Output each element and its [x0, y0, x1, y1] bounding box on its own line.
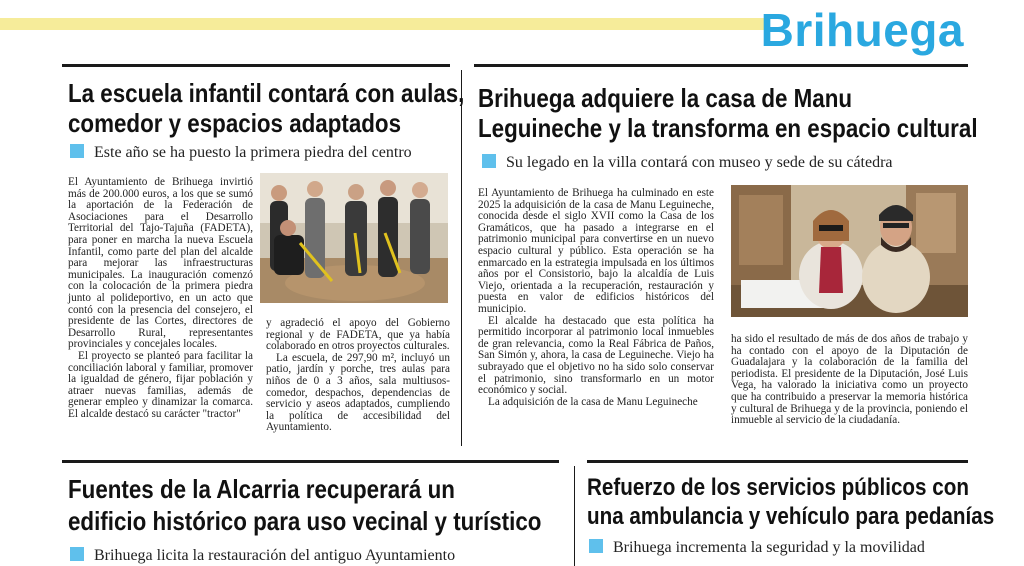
headline-refuerzo-line2: una ambulancia y vehículo para pedanías [587, 503, 995, 530]
photo-groundbreaking-image [260, 173, 448, 303]
column-divider-top [461, 70, 462, 446]
subhead-escuela [70, 143, 412, 163]
subhead-casa-text: Su legado en la villa contará con museo y sede de su cátedra [506, 154, 893, 171]
body-escuela-col1 [68, 177, 253, 420]
subhead-refuerzo-text: Brihuega incrementa la seguridad y la movilidad [613, 539, 925, 556]
subhead-casa [482, 153, 893, 173]
rule-bottom-right [587, 460, 968, 463]
bullet-square-icon [70, 144, 84, 158]
subhead-fuentes-text: Brihuega licita la restauración del antiguo Ayuntamiento [94, 547, 456, 564]
paragraph: El Ayuntamiento de Brihuega ha culminado en este 2025 la adquisición de la casa de Manu Leguineche, conocida desde el siglo XVII como la Casa de los Gramáticos, que ha pasado a integrarse en el patrimonio municipal para convertirse en un nuevo espacio cultural y público. Esta operación se ha enmarcado en la estrategia impulsada en los últimos años por el Consistorio, bajo la alcaldía de Luis Viejo, orientada a la recuperación, restauración y puesta en valor de edificios históricos del municipio. [478, 187, 714, 315]
rule-top-right [474, 64, 968, 67]
column-divider-bottom [574, 466, 575, 566]
bullet-square-icon [70, 547, 84, 561]
headline-refuerzo-line1: Refuerzo de los servicios públicos con [587, 474, 969, 501]
section-title: Brihuega [760, 4, 964, 56]
paragraph: La escuela, de 297,90 m², incluyó un patio, jardín y porche, tres aulas para niños de 0 a 3 años, sala multiusos-comedor, despachos, dependencias de servicio y aseos adaptados, cumpliendo la política de accesibilidad del Ayuntamiento. [266, 351, 450, 434]
subhead-escuela-text: Este año se ha puesto la primera piedra del centro [94, 144, 412, 161]
paragraph: ha sido el resultado de más de dos años de trabajo y ha contado con el apoyo de la Diputación de Guadalajara y la colaboración de la familia del periodista. El presidente de la Diputación, José Luis Vega, ha valorado la iniciativa como un proyecto que ha contribuido a preservar la memoria histórica y cultural de Brihuega y de la provincia, poniendo el inmueble al servicio de la ciudadanía. [731, 333, 968, 427]
paragraph: El proyecto se planteó para facilitar la conciliación laboral y familiar, promover la igualdad de género, fijar población y atraer nuevas familias, además de generar empleo y dinamizar la comarca. El alcalde destacó su carácter "tractor" [68, 349, 253, 420]
headline-fuentes-line1: Fuentes de la Alcarria recuperará un [68, 474, 455, 504]
photo-leguineche-house-image [731, 185, 968, 317]
paragraph: El Ayuntamiento de Brihuega invirtió más de 200.000 euros, a los que se sumó la aportación de la Federación de Asociaciones para el Desarrollo Territorial del Tajo-Tajuña (FADETA), para poner en marcha la nueva Escuela Infantil, como parte del plan del alcalde para mejorar las infraestructuras municipales. La inauguración comenzó con la colocación de la primera piedra junto al polideportivo, en un acto que contó con la presencia del consejero, el presidente de las Cortes, directores de Desarrollo Rural, representantes provinciales y concejales locales. [68, 176, 253, 351]
headline-fuentes-line2: edificio histórico para uso vecinal y turístico [68, 506, 542, 536]
bullet-square-icon [482, 154, 496, 168]
headline-escuela-line2: comedor y espacios adaptados [68, 108, 402, 138]
subhead-refuerzo [589, 538, 925, 558]
paragraph: El alcalde ha destacado que esta política ha permitido incorporar al patrimonio local inmuebles de gran relevancia, como la Real Fábrica de Paños, San Simón y, ahora, la casa de Leguineche. Viejo ha subrayado que el objetivo no ha sido solo conservar el patrimonio, sino transformarlo en un motor económico y social. [478, 314, 714, 397]
headline-casa-line1: Brihuega adquiere la casa de Manu [478, 83, 853, 113]
paragraph: La adquisición de la casa de Manu Leguineche [488, 395, 698, 408]
bullet-square-icon [589, 539, 603, 553]
body-escuela-col2 [266, 318, 450, 434]
paragraph: y agradeció el apoyo del Gobierno regional y de FADETA, que ya había colaborado en otros proyectos culturales. [266, 317, 450, 353]
photo-groundbreaking [260, 173, 448, 303]
body-casa-col2 [731, 334, 968, 427]
photo-leguineche-house [731, 185, 968, 317]
headline-escuela-line1: La escuela infantil contará con aulas, [68, 78, 465, 108]
body-casa-col1 [478, 188, 714, 408]
rule-top-left [62, 64, 450, 67]
rule-bottom-left [62, 460, 559, 463]
subhead-fuentes [70, 546, 455, 566]
headline-casa-line2: Leguineche y la transforma en espacio cultural [478, 113, 978, 143]
header-stripe [0, 18, 770, 30]
